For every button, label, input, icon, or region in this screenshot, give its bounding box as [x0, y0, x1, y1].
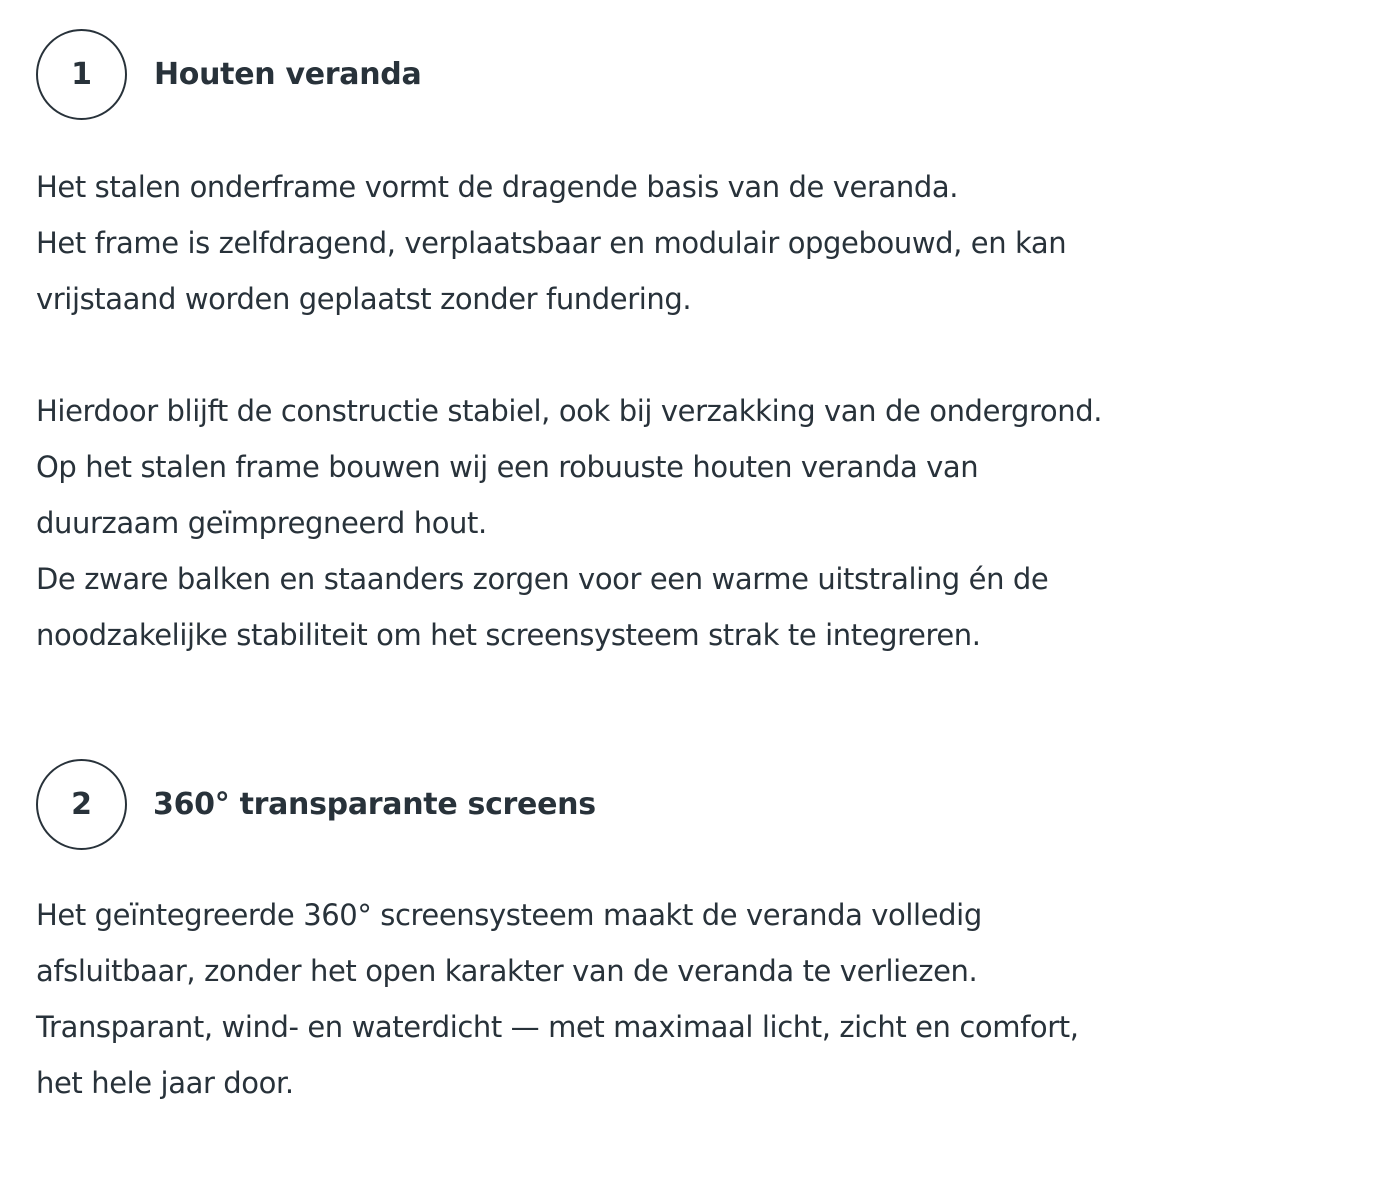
body-line: duurzaam geïmpregneerd hout.: [36, 506, 487, 540]
section-header: [36, 27, 1366, 121]
body-line: Transparant, wind- en waterdicht — met maximaal licht, zicht en comfort,: [36, 1010, 1079, 1044]
section-title: 360° transparante screens: [153, 786, 596, 822]
body-line: noodzakelijke stabiliteit om het screensysteem strak te integreren.: [36, 618, 981, 652]
body-line: vrijstaand worden geplaatst zonder fundering.: [36, 282, 692, 316]
step-number-badge: 1: [36, 29, 127, 120]
body-line: Het geïntegreerde 360° screensysteem maakt de veranda volledig: [36, 898, 982, 932]
body-line: afsluitbaar, zonder het open karakter van de veranda te verliezen.: [36, 954, 978, 988]
section-body: [36, 159, 1102, 663]
step-number-badge: 2: [36, 759, 127, 850]
body-line: Hierdoor blijft de constructie stabiel, ook bij verzakking van de ondergrond.: [36, 394, 1103, 428]
body-line: Het stalen onderframe vormt de dragende basis van de veranda.: [36, 170, 959, 204]
body-line: het hele jaar door.: [36, 1066, 294, 1100]
section-houten-veranda: [36, 27, 1366, 652]
paragraph-gap: [36, 327, 1102, 383]
body-line: Het frame is zelfdragend, verplaatsbaar en modulair opgebouwd, en kan: [36, 226, 1067, 260]
body-line: De zware balken en staanders zorgen voor een warme uitstraling én de: [36, 562, 1049, 596]
section-body: [36, 887, 1079, 1111]
section-title: Houten veranda: [154, 56, 422, 92]
body-line: Op het stalen frame bouwen wij een robuuste houten veranda van: [36, 450, 979, 484]
section-header: [36, 757, 1366, 851]
section-transparante-screens: [36, 757, 1366, 1100]
